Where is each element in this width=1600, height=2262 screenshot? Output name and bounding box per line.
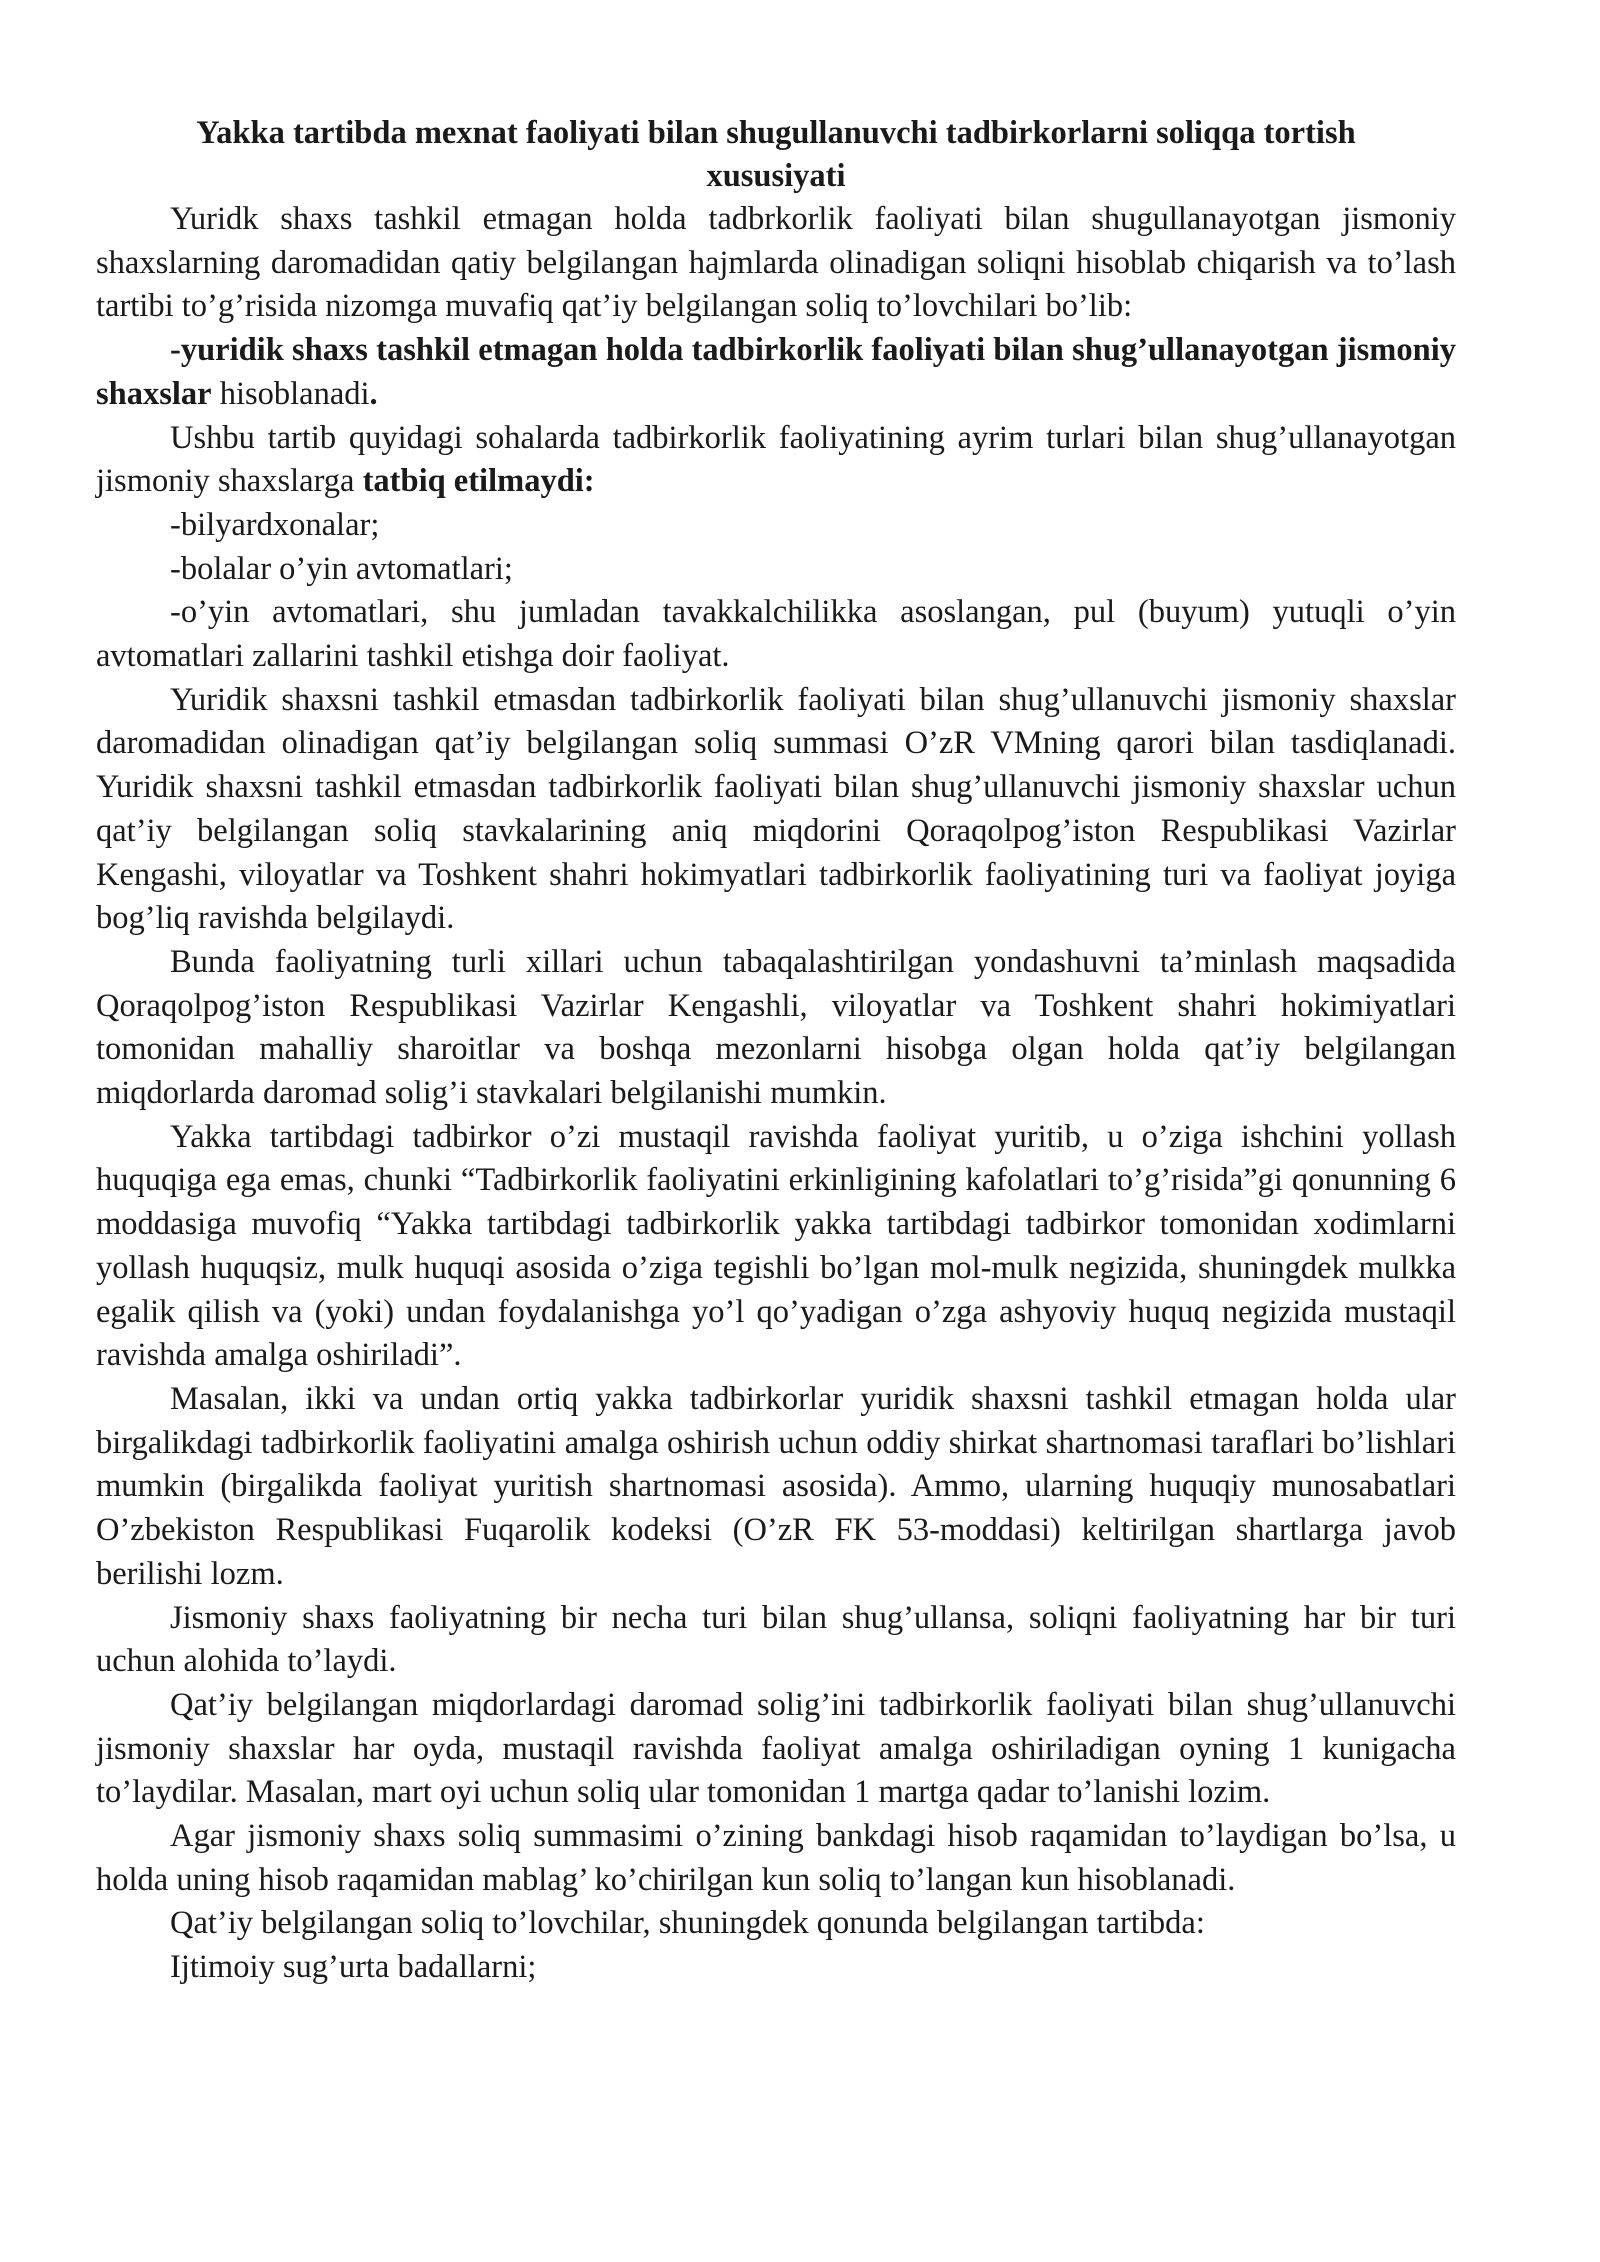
- document-title: Yakka tartibda mexnat faoliyati bilan shugullanuvchi tadbirkorlarni soliqqa tortish xususiyati: [196, 115, 1356, 194]
- paragraph-differentiated: Bunda faoliyatning turli xillari uchun tabaqalashtirilgan yondashuvni ta’minlash maqsadida Qoraqolpog’iston Respublikasi Vazirlar Kengashli, viloyatlar va Toshkent shahri hokimiyatlari tomonidan mahalliy sharoitlar va boshqa mezonlarni hisobga olgan holda qat’iy belgilangan miqdorlarda daromad solig’i stavkalari belgilanishi mumkin.: [96, 943, 1456, 1112]
- paragraph-individual-entrepreneur: Yakka tartibdagi tadbirkor o’zi mustaqil ravishda faoliyat yuritib, u o’ziga ishchini yollash huquqiga ega emas, chunki “Tadbirkorlik faoliyatini erkinligining kafolatlari to’g’risida”gi qonunning 6 moddasiga muvofiq “Yakka tartibdagi tadbirkorlik yakka tartibdagi tadbirkor tomonidan xodimlarni yollash huquqsiz, mulk huquqi asosida o’ziga tegishli bo’lgan mol-mulk negizida, shuningdek mulkka egalik qilish va (yoki) undan foydalanishga yo’l qo’yadigan o’zga ashyoviy huquq negizida mustaqil ravishda amalga oshiriladi”.: [96, 1118, 1456, 1374]
- paragraph-multiple-activities: Jismoniy shaxs faoliyatning bir necha turi bilan shug’ullansa, soliqni faoliyatning har bir turi uchun alohida to’laydi.: [96, 1599, 1456, 1680]
- not-applied-text: Ushbu tartib quyidagi sohalarda tadbirkorlik faoliyatining ayrim turlari bilan shug’ullanayotgan jismoniy shaxslarga: [96, 419, 1456, 500]
- paragraph-tax-amount: Yuridik shaxsni tashkil etmasdan tadbirkorlik faoliyati bilan shug’ullanuvchi jismoniy shaxslar daromadidan olinadigan qat’iy belgilangan soliq summasi O’zR VMning qarori bilan tasdiqlanadi. Yuridik shaxsni tashkil etmasdan tadbirkorlik faoliyati bilan shug’ullanuvchi jismoniy shaxslar uchun qat’iy belgilangan soliq stavkalarining aniq miqdorini Qoraqolpog’iston Respublikasi Vazirlar Kengashi, viloyatlar va Toshkent shahri hokimyatlari tadbirkorlik faoliyatining turi va faoliyat joyiga bog’liq ravishda belgilaydi.: [96, 681, 1456, 937]
- paragraph-partnership: Masalan, ikki va undan ortiq yakka tadbirkorlar yuridik shaxsni tashkil etmagan holda ular birgalikdagi tadbirkorlik faoliyatini amalga oshirish uchun oddiy shirkat shartnomasi taraflari bo’lishlari mumkin (birgalikda faoliyat yuritish shartnomasi asosida). Ammo, ularning huquqiy munosabatlari O’zbekiston Respublikasi Fuqarolik kodeksi (O’zR FK 53-moddasi) keltirilgan shartlarga javob berilishi lozm.: [96, 1380, 1456, 1592]
- list-item-kids-machines: -bolalar o’yin avtomatlari;: [170, 550, 513, 587]
- paragraph-bank-payment: Agar jismoniy shaxs soliq summasimi o’zining bankdagi hisob raqamidan to’laydigan bo’lsa, u holda uning hisob raqamidan mablag’ ko’chirilgan kun soliq to’langan kun hisoblanadi.: [96, 1818, 1456, 1898]
- paragraph-social-insurance: Ijtimoiy sug’urta badallarni;: [170, 1949, 537, 1986]
- paragraph-intro: Yuridk shaxs tashkil etmagan holda tadbrkorlik faoliyati bilan shugullanayotgan jismoniy shaxslarning daromadidan qatiy belgilangan hajmlarda olinadigan soliqni hisoblab chiqarish va to’lash tartibi to’g’risida nizomga muvafiq qat’iy belgilangan soliq to’lovchilari bo’lib:: [96, 201, 1456, 325]
- taxpayers-rest-text: hisoblanadi: [211, 375, 370, 412]
- taxpayers-period: .: [369, 375, 378, 412]
- paragraph-not-applied: [96, 417, 1456, 504]
- document-page: [96, 112, 1456, 1990]
- paragraph-taxpayers: [96, 329, 1456, 416]
- list-item-gaming-machines: -o’yin avtomatlari, shu jumladan tavakkalchilikka asoslangan, pul (buyum) yutuqli o’yin avtomatlari zallarini tashkil etishga doir faoliyat.: [96, 594, 1456, 675]
- taxpayers-bold-text: -yuridik shaxs tashkil etmagan holda tadbirkorlik faoliyati bilan shug’ullanayotgan jismoniy shaxslar: [96, 332, 1456, 412]
- paragraph-monthly-payment: Qat’iy belgilangan miqdorlardagi daromad solig’ini tadbirkorlik faoliyati bilan shug’ullanuvchi jismoniy shaxslar har oyda, mustaqil ravishda faoliyat amalga oshiriladigan oyning 1 kunigacha to’laydilar. Masalan, mart oyi uchun soliq ular tomonidan 1 martga qadar to’lanishi lozim.: [96, 1686, 1456, 1811]
- not-applied-bold-text: tatbiq etilmaydi:: [362, 463, 595, 500]
- paragraph-fixed-taxpayers: Qat’iy belgilangan soliq to’lovchilar, shuningdek qonunda belgilangan tartibda:: [170, 1905, 1205, 1942]
- list-item-billiards: -bilyardxonalar;: [170, 506, 380, 543]
